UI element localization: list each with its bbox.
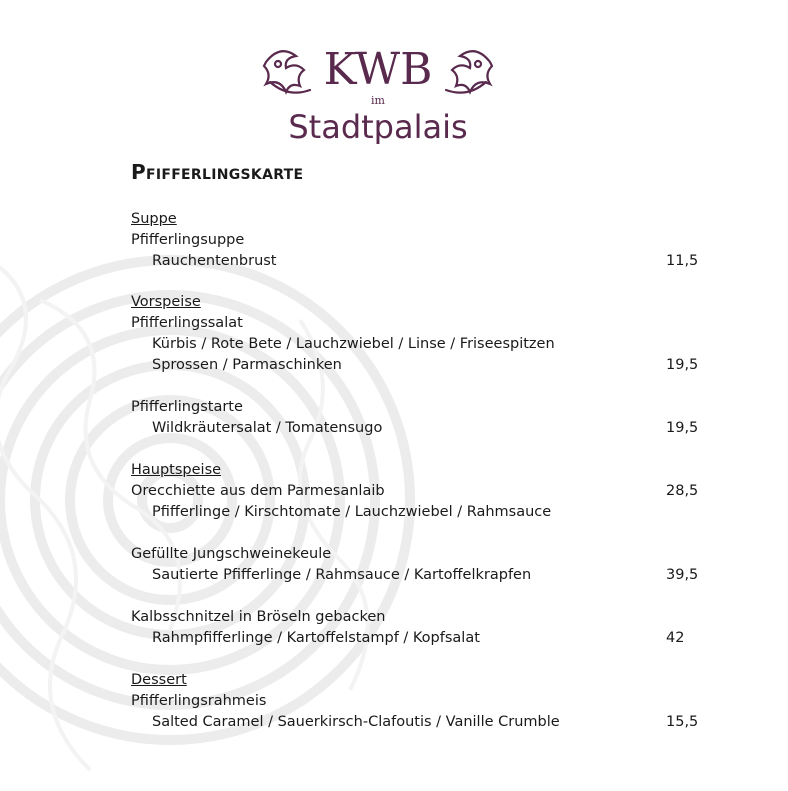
logo-kwb-text: KWB <box>323 44 433 95</box>
section-heading-dessert: Dessert <box>131 672 187 688</box>
logo-im-text: im <box>371 94 385 107</box>
dish-details: Kürbis / Rote Bete / Lauchzwiebel / Linse / Friseespitzen <box>152 336 555 352</box>
dish-price: 15,5 <box>666 714 699 730</box>
dish-price: 28,5 <box>666 483 699 499</box>
dish-name: Kalbsschnitzel in Bröseln gebacken <box>131 609 386 625</box>
dish-name: Pfifferlingstarte <box>131 399 243 415</box>
dish-price: 19,5 <box>666 357 699 373</box>
dish-price: 39,5 <box>666 567 699 583</box>
dish-details: Salted Caramel / Sauerkirsch-Clafoutis / Vanille Crumble <box>152 714 560 730</box>
dish-details: Sautierte Pfifferlinge / Rahmsauce / Kartoffelkrapfen <box>152 567 532 583</box>
dish-details: Pfifferlinge / Kirschtomate / Lauchzwiebel / Rahmsauce <box>152 504 552 520</box>
dish-details: Rauchentenbrust <box>152 253 277 269</box>
dish-price: 42 <box>666 630 685 646</box>
dish-name: Pfifferlingsuppe <box>131 232 245 248</box>
menu-title: Pfifferlingskarte <box>131 160 304 184</box>
section-heading-hauptspeise: Hauptspeise <box>131 462 222 478</box>
dish-name: Gefüllte Jungschweinekeule <box>131 546 332 562</box>
logo-stadtpalais-text: Stadtpalais <box>288 108 468 144</box>
section-heading-suppe: Suppe <box>131 211 177 227</box>
dish-details: Rahmpfifferlinge / Kartoffelstampf / Kopfsalat <box>152 630 480 646</box>
dish-name: Orecchiette aus dem Parmesanlaib <box>131 483 385 499</box>
dish-details: Sprossen / Parmaschinken <box>152 357 342 373</box>
dish-details: Wildkräutersalat / Tomatensugo <box>152 420 383 436</box>
dish-name: Pfifferlingsrahmeis <box>131 693 267 709</box>
dish-price: 11,5 <box>666 253 699 269</box>
dish-price: 19,5 <box>666 420 699 436</box>
section-heading-vorspeise: Vorspeise <box>131 294 201 310</box>
dish-name: Pfifferlingssalat <box>131 315 243 331</box>
